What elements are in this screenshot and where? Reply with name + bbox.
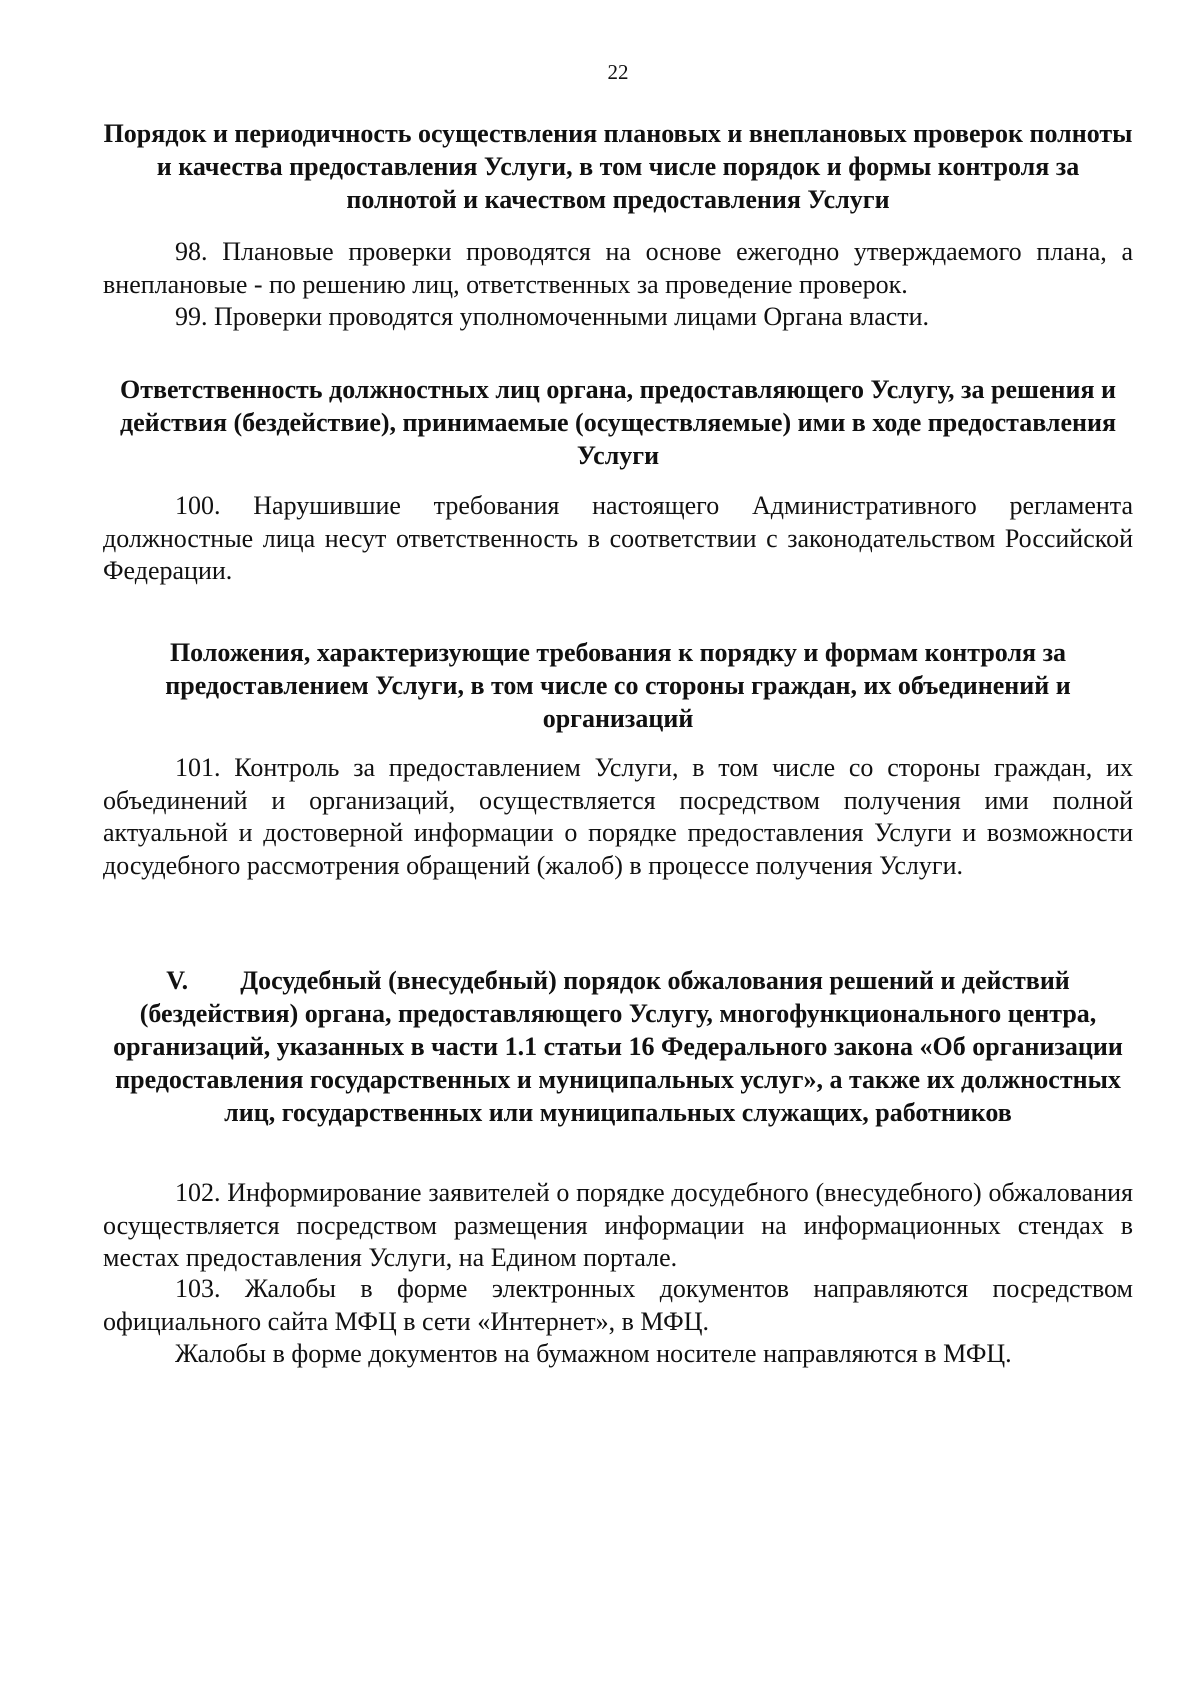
section-5-heading: [103, 964, 1133, 1129]
paragraph-98: 98. Плановые проверки проводятся на основе ежегодно утверждаемого плана, а внеплановые - по решению лиц, ответственных за проведение проверок.: [103, 237, 1133, 299]
paragraph-101: 101. Контроль за предоставлением Услуги, в том числе со стороны граждан, их объединений и организаций, осуществляется посредством получения ими полной актуальной и достоверной информации о порядке предоставления Услуги и возможности досудебного рассмотрения обращений (жалоб) в процессе получения Услуги.: [103, 753, 1133, 880]
page-number: 22: [607, 60, 629, 84]
paragraph-102: 102. Информирование заявителей о порядке досудебного (внесудебного) обжалования осуществляется посредством размещения информации на информационных стендах в местах предоставления Услуги, на Едином портале.: [103, 1178, 1133, 1272]
heading-responsibility: Ответственность должностных лиц органа, предоставляющего Услугу, за решения и действия (бездействие), принимаемые (осуществляемые) ими в ходе предоставления Услуги: [119, 375, 1117, 470]
paragraph-99: 99. Проверки проводятся уполномоченными лицами Органа власти.: [175, 302, 930, 331]
section-5-number: V.: [166, 966, 189, 995]
paragraph-103-continued: Жалобы в форме документов на бумажном носителе направляются в МФЦ.: [175, 1339, 1012, 1368]
paragraph-100: 100. Нарушившие требования настоящего Административного регламента должностные лица несут ответственность в соответствии с законодательством Российской Федерации.: [103, 491, 1133, 585]
heading-inspections: Порядок и периодичность осуществления плановых и внеплановых проверок полноты и качества предоставления Услуги, в том числе порядок и формы контроля за полнотой и качеством предоставления Услуги: [103, 119, 1133, 214]
section-5-title: Досудебный (внесудебный) порядок обжалования решений и действий (бездействия) органа, предоставляющего Услугу, многофункционального центра, организаций, указанных в части 1.1 статьи 16 Федерального закона «Об организации предоставления государственных и муниципальных услуг», а также их должностных лиц, государственных или муниципальных служащих, работников: [113, 966, 1123, 1127]
heading-control-provisions: Положения, характеризующие требования к порядку и формам контроля за предоставлением Услуги, в том числе со стороны граждан, их объединений и организаций: [165, 638, 1071, 733]
paragraph-103: 103. Жалобы в форме электронных документов направляются посредством официального сайта МФЦ в сети «Интернет», в МФЦ.: [103, 1274, 1133, 1336]
